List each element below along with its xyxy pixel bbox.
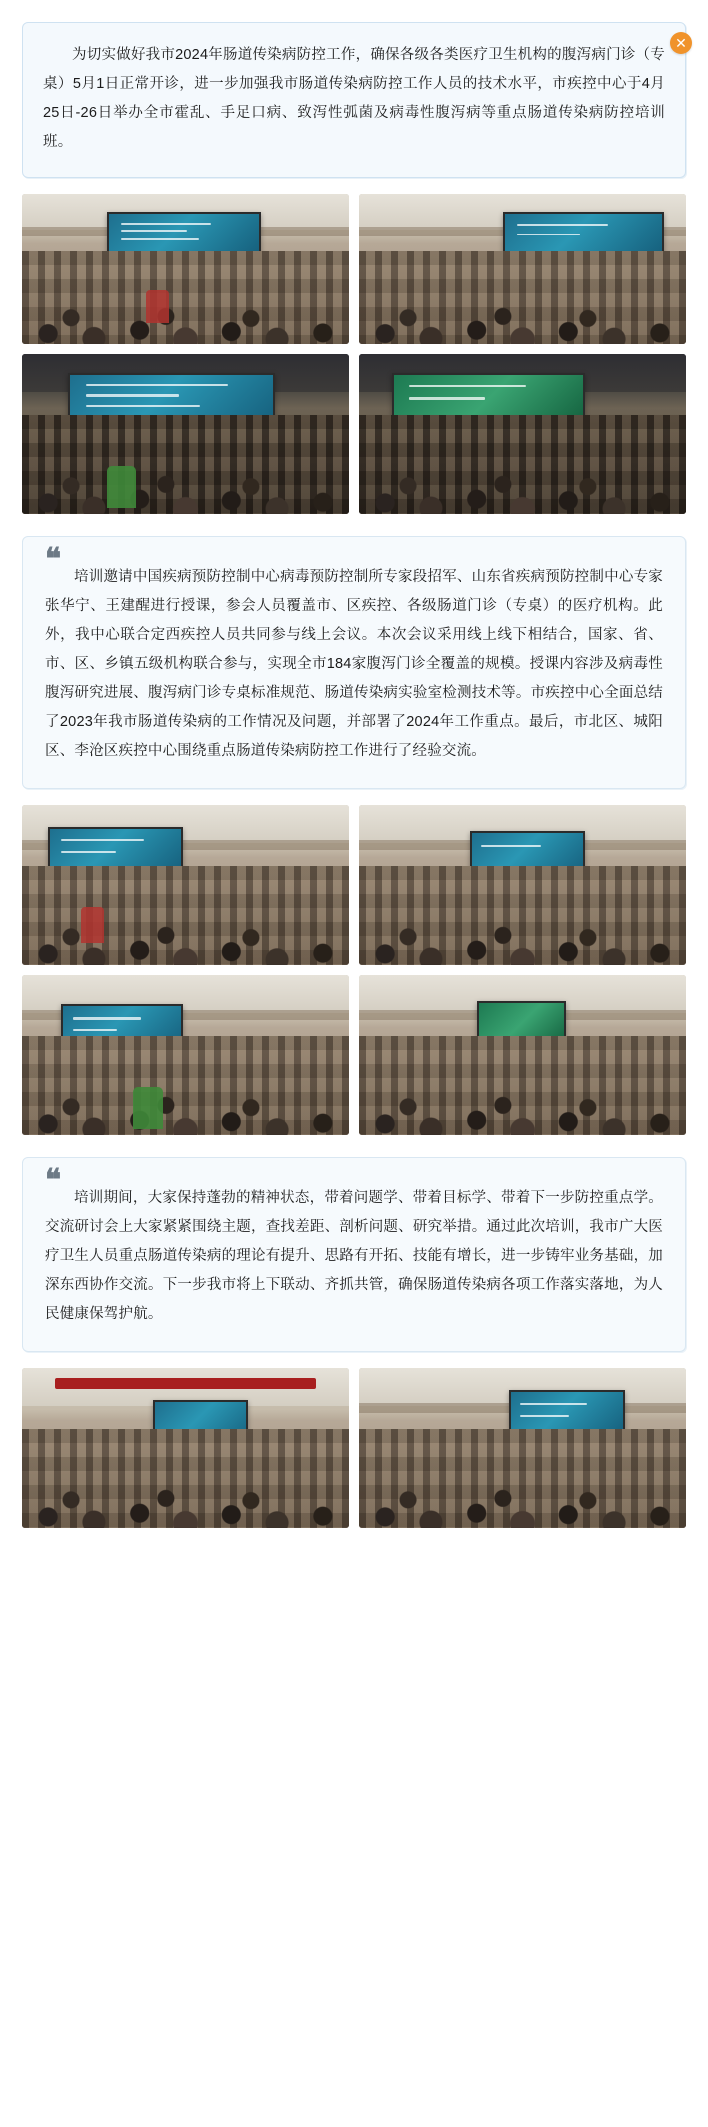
photo-item[interactable] bbox=[22, 354, 349, 514]
quote-icon: ❝ bbox=[45, 1164, 62, 1197]
quote-paragraph: 培训邀请中国疾病预防控制中心病毒预防控制所专家段招军、山东省疾病预防控制中心专家张华宁、王建醒进行授课，参会人员覆盖市、区疾控、各级肠道门诊（专桌）的医疗机构。此外，我中心联合定西疾控人员共同参与线上会议。本次会议采用线上线下相结合，国家、省、市、区、乡镇五级机构联合参与，实现全市184家腹泻门诊全覆盖的规模。授课内容涉及病毒性腹泻研究进展、腹泻病门诊专桌标准规范、肠道传染病实验室检测技术等。市疾控中心全面总结了2023年我市肠道传染病的工作情况及问题，并部署了2024年工作重点。最后，市北区、城阳区、李沧区疾控中心围绕重点肠道传染病防控工作进行了经验交流。 bbox=[45, 569, 663, 759]
photo-item[interactable] bbox=[359, 194, 686, 344]
photo-item[interactable] bbox=[359, 975, 686, 1135]
conference-hall-image bbox=[22, 194, 349, 344]
conference-hall-image bbox=[22, 354, 349, 514]
conference-hall-image bbox=[22, 1368, 349, 1528]
photo-gallery-1 bbox=[0, 178, 708, 514]
photo-item[interactable] bbox=[359, 354, 686, 514]
conference-hall-image bbox=[359, 354, 686, 514]
photo-item[interactable] bbox=[359, 805, 686, 965]
quote-block-1 bbox=[22, 536, 686, 789]
conference-hall-image bbox=[359, 805, 686, 965]
conference-hall-image bbox=[22, 975, 349, 1135]
intro-paragraph: 为切实做好我市2024年肠道传染病防控工作，确保各级各类医疗卫生机构的腹泻病门诊（专桌）5月1日正常开诊，进一步加强我市肠道传染病防控工作人员的技术水平，市疾控中心于4月25日-26日举办全市霍乱、手足口病、致泻性弧菌及病毒性腹泻病等重点肠道传染病防控培训班。 bbox=[43, 47, 665, 150]
photo-gallery-3 bbox=[0, 1352, 708, 1528]
conference-hall-image bbox=[22, 805, 349, 965]
article-page bbox=[0, 22, 708, 1536]
conference-hall-image bbox=[359, 194, 686, 344]
quote-block-2 bbox=[22, 1157, 686, 1352]
photo-item[interactable] bbox=[22, 194, 349, 344]
intro-callout bbox=[22, 22, 686, 178]
close-icon[interactable]: ✕ bbox=[670, 32, 692, 54]
conference-hall-image bbox=[359, 975, 686, 1135]
photo-item[interactable] bbox=[359, 1368, 686, 1528]
photo-item[interactable] bbox=[22, 975, 349, 1135]
quote-paragraph: 培训期间，大家保持蓬勃的精神状态，带着问题学、带着目标学、带着下一步防控重点学。交流研讨会上大家紧紧围绕主题，查找差距、剖析问题、研究举措。通过此次培训，我市广大医疗卫生人员重点肠道传染病的理论有提升、思路有开拓、技能有增长，进一步铸牢业务基础，加深东西协作交流。下一步我市将上下联动、齐抓共管，确保肠道传染病各项工作落实落地，为人民健康保驾护航。 bbox=[45, 1190, 663, 1322]
conference-hall-image bbox=[359, 1368, 686, 1528]
quote-icon: ❝ bbox=[45, 543, 62, 576]
photo-item[interactable] bbox=[22, 1368, 349, 1528]
photo-gallery-2 bbox=[0, 789, 708, 1135]
photo-item[interactable] bbox=[22, 805, 349, 965]
